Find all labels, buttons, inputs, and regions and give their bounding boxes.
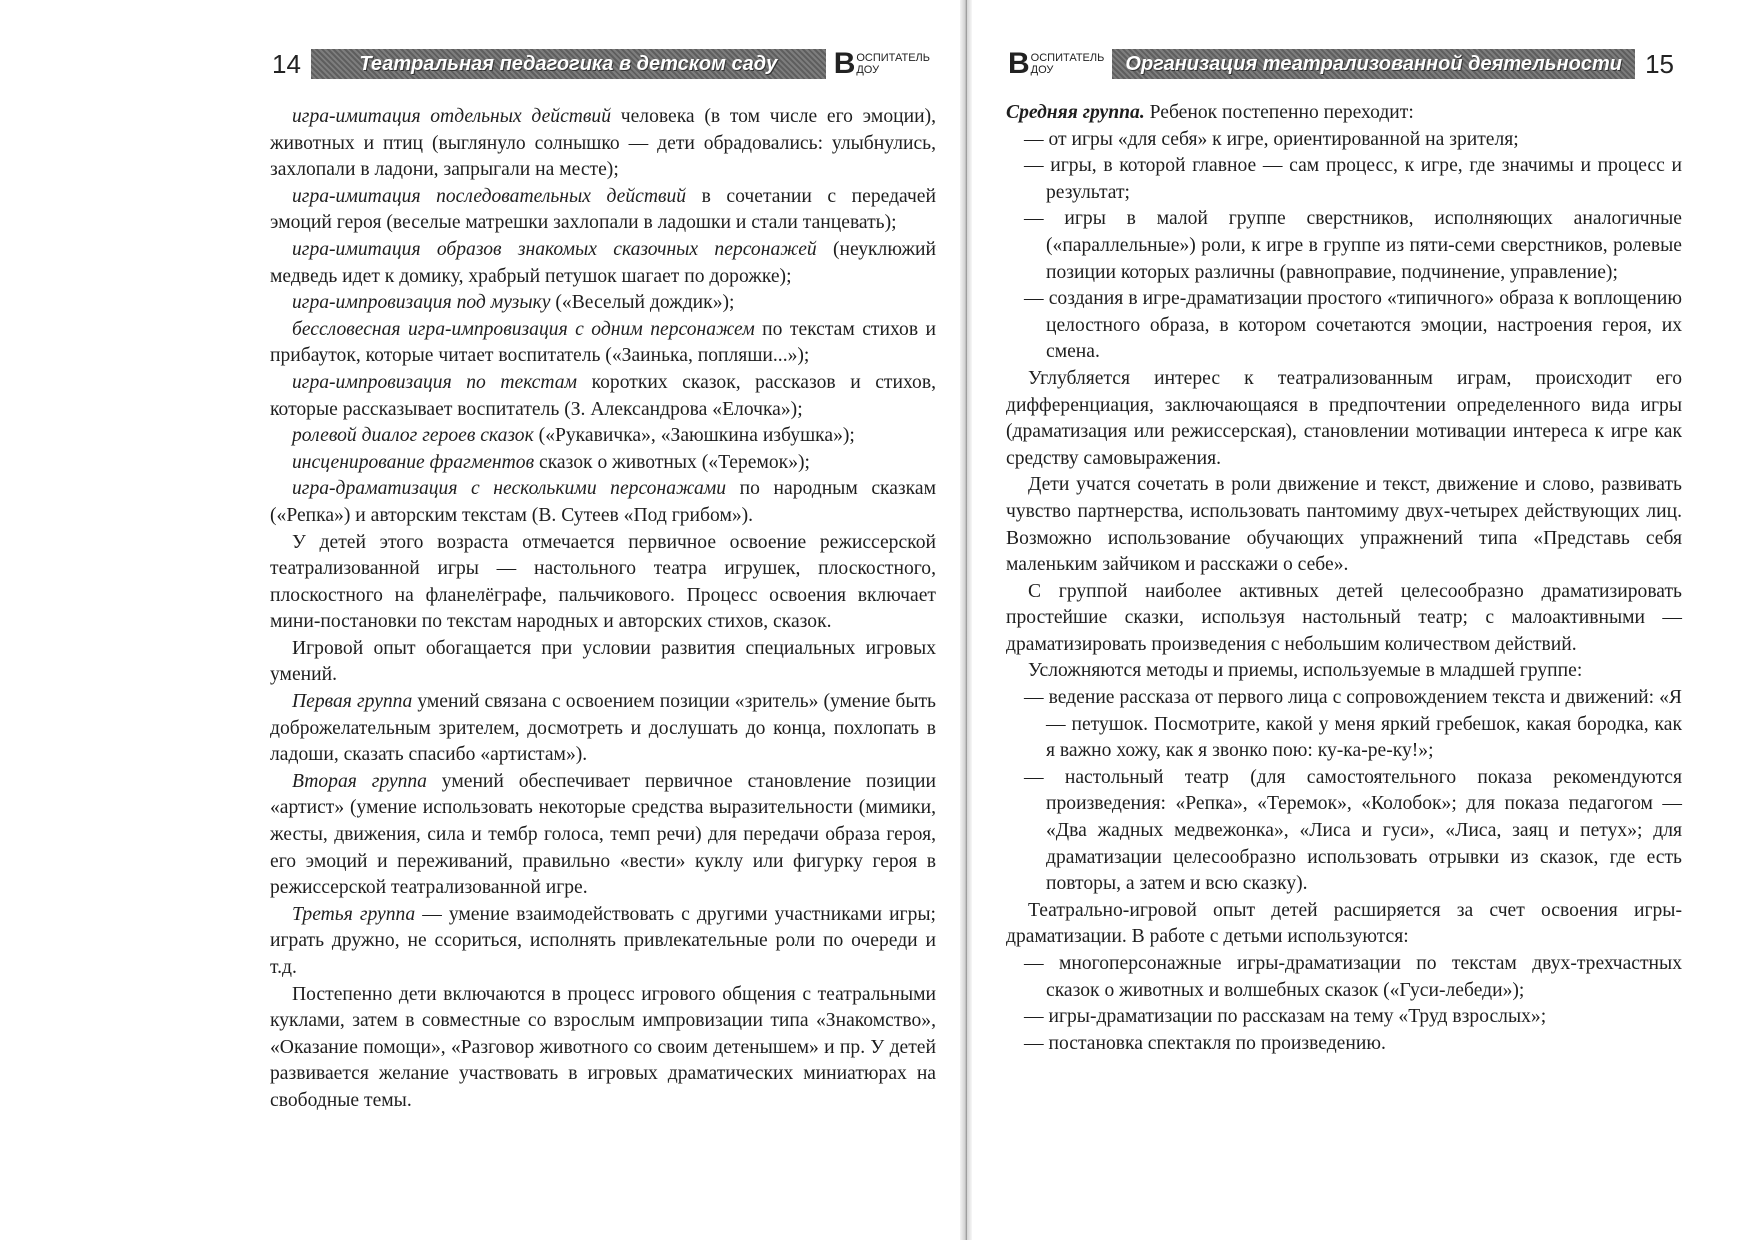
emphasis-term: игра-импровизация по текстам	[292, 371, 578, 393]
paragraph: Постепенно дети включаются в процесс игрового общения с театральными куклами, затем в совместные со взрослым импровизации типа «Знакомство», «Оказание помощи», «Разговор животного со своим детенышем» и пр. У детей развивается желание участвовать в игровых драматических миниатюрах на свободные темы.	[270, 983, 936, 1111]
right-page-header	[1000, 42, 1684, 86]
emphasis-term: ролевой диалог героев сказок	[292, 425, 534, 447]
emphasis-term: игра-драматизация с несколькими персонажами	[292, 478, 727, 500]
emphasis-term: Первая группа	[292, 691, 413, 713]
emphasis-term: игра-имитация последовательных действий	[292, 185, 687, 207]
dash-item: — игры в малой группе сверстников, исполняющих аналогичные («параллельные») роли, к игре в группе из пяти-семи сверстников, ролевые позиции которых различны (равноправие, подчинение, управление);	[1024, 208, 1682, 283]
paragraph: Игровой опыт обогащается при условии развития специальных игровых умений.	[270, 637, 936, 686]
left-page-number: 14	[272, 48, 301, 79]
dash-item: — создания в игре-драматизации простого «типичного» образа к воплощению целостного образа, в котором сочетаются эмоции, настроения героя, их смена.	[1024, 288, 1682, 363]
right-running-title: Организация театрализованной деятельности	[1112, 49, 1635, 79]
paragraph: Вторая группа умений обеспечивает первичное становление позиции «артист» (умение использовать некоторые средства выразительности (мимики, жесты, движения, сила и тембр голоса, темп речи) для передачи образа героя, его эмоций и переживаний, правильно «вести» куклу или фигурку героя в режиссерской театрализованной игре.	[270, 770, 936, 899]
paragraph: Дети учатся сочетать в роли движение и текст, движение и слово, развивать чувство партнерства, использовать пантомиму двух-четырех действующих лиц. Возможно использование обучающих упражнений типа «Представь себя маленьким зайчиком и расскажи о себе».	[1006, 474, 1682, 576]
paragraph: инсценирование фрагментов сказок о животных («Теремок»);	[292, 451, 810, 473]
logo-letter: В	[1008, 47, 1030, 80]
intro-paragraph: Средняя группа. Ребенок постепенно переходит:	[1006, 102, 1414, 123]
right-page-number: 15	[1645, 48, 1674, 79]
dash-item: — игры-драматизации по рассказам на тему «Труд взрослых»;	[1024, 1006, 1547, 1028]
emphasis-term: игра-импровизация под музыку	[292, 292, 551, 314]
left-page-header	[262, 42, 938, 86]
paragraph: игра-импровизация по текстам коротких сказок, рассказов и стихов, которые рассказывает воспитатель (З. Александрова «Елочка»);	[270, 371, 936, 420]
logo-line1: ОСПИТАТЕЛЬ	[856, 52, 930, 64]
section-heading: Средняя группа.	[1006, 102, 1145, 123]
logo-letter: В	[833, 47, 856, 80]
emphasis-term: игра-имитация отдельных действий	[292, 106, 612, 127]
logo-line2: ДОУ	[856, 64, 880, 76]
emphasis-term: игра-имитация образов знакомых сказочных персонажей	[292, 238, 817, 260]
dash-item: — ведение рассказа от первого лица с сопровождением текста и движений: «Я — петушок. Посмотрите, какой у меня яркий гребешок, какая бородка, как я важно хожу, как я звонко пою: ку-ка-ре-ку!»;	[1024, 687, 1682, 762]
paragraph: Театрально-игровой опыт детей расширяется за счет освоения игры-драматизации. В работе с детьми используются:	[1006, 899, 1682, 948]
left-page-body	[270, 104, 936, 1115]
left-journal-logo	[826, 49, 938, 79]
book-gutter	[960, 0, 972, 1240]
paragraph: Третья группа — умение взаимодействовать с другими участниками игры; играть дружно, не ссориться, исполнять привлекательные роли по очереди и т.д.	[270, 903, 936, 978]
paragraph: игра-имитация отдельных действий человека (в том числе его эмоции), животных и птиц (выглянуло солнышко — дети обрадовались: улыбнулись, захлопали в ладони, запрыгали на месте);	[270, 106, 936, 181]
paragraph: С группой наиболее активных детей целесообразно драматизировать простейшие сказки, используя настольный театр; с малоактивными — драматизировать произведения с небольшим количеством действий.	[1006, 580, 1682, 655]
left-running-title: Театральная педагогика в детском саду	[311, 49, 826, 79]
emphasis-term: Вторая группа	[292, 770, 427, 792]
paragraph: Углубляется интерес к театрализованным играм, происходит его дифференциация, заключающаяся в предпочтении определенного вида игры (драматизация или режиссерская), становлении мотивации интереса к игре как средству самовыражения.	[1006, 367, 1682, 469]
right-page-body	[1006, 100, 1682, 1057]
emphasis-term: Третья группа	[292, 903, 416, 925]
paragraph: Усложняются методы и приемы, используемые в младшей группе:	[1028, 660, 1583, 682]
right-journal-logo	[1000, 49, 1112, 79]
paragraph: У детей этого возраста отмечается первичное освоение режиссерской театрализованной игры — настольного театра игрушек, плоскостного, плоскостного на фланелёграфе, пальчикового. Процесс освоения включает мини-постановки по текстам народных и авторских стихов, сказок.	[270, 531, 936, 633]
logo-line1: ОСПИТАТЕЛЬ	[1030, 52, 1105, 64]
paragraph: игра-импровизация под музыку («Веселый дождик»);	[292, 292, 735, 314]
dash-item: — постановка спектакля по произведению.	[1024, 1032, 1386, 1054]
dash-item: — игры, в которой главное — сам процесс, к игре, где значимы и процесс и результат;	[1024, 155, 1682, 203]
paragraph: игра-имитация последовательных действий в сочетании с передачей эмоций героя (веселые матрешки захлопали в ладошки и стали танцевать);	[270, 185, 936, 234]
paragraph: Первая группа умений связана с освоением позиции «зритель» (умение быть доброжелательным зрителем, досмотреть и дослушать до конца, похлопать в ладоши, сказать спасибо «артистам»).	[270, 691, 936, 766]
dash-item: — настольный театр (для самостоятельного показа рекомендуются произведения: «Репка», «Теремок», «Колобок»; для показа педагогом — «Два жадных медвежонка», «Лиса и гуси», «Лиса, заяц и петух»; для драматизации целесообразно использовать отрывки из сказок, где есть повторы, а затем и всю сказку).	[1024, 766, 1682, 895]
emphasis-term: инсценирование фрагментов	[292, 451, 535, 473]
emphasis-term: бессловесная игра-импровизация с одним персонажем	[292, 318, 755, 340]
paragraph: игра-имитация образов знакомых сказочных персонажей (неуклюжий медведь идет к домику, храбрый петушок шагает по дорожке);	[270, 238, 936, 287]
paragraph: ролевой диалог героев сказок («Рукавичка», «Заюшкина избушка»);	[292, 425, 855, 447]
dash-item: — многоперсонажные игры-драматизации по текстам двух-трехчастных сказок о животных и волшебных сказок («Гуси-лебеди»);	[1024, 953, 1682, 1001]
paragraph: бессловесная игра-импровизация с одним персонажем по текстам стихов и прибауток, которые читает воспитатель («Заинька, попляши...»);	[270, 318, 937, 367]
dash-item: — от игры «для себя» к игре, ориентированной на зрителя;	[1024, 128, 1519, 150]
paragraph: игра-драматизация с несколькими персонажами по народным сказкам («Репка») и авторским текстам (В. Сутеев «Под грибом»).	[270, 478, 936, 526]
logo-line2: ДОУ	[1030, 64, 1054, 76]
